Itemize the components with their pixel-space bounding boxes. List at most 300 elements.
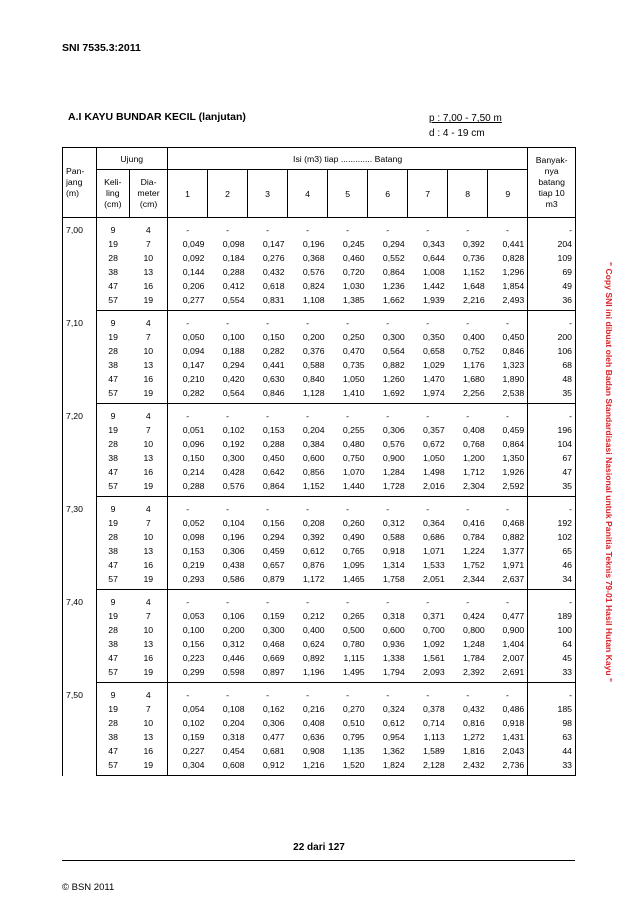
table-row (63, 716, 576, 730)
table-row (63, 479, 576, 497)
isi-cell: - (186, 318, 190, 328)
isi-cell: 0,828 (502, 253, 525, 263)
isi-cell: 0,147 (262, 239, 285, 249)
isi-cell: 0,586 (208, 572, 248, 590)
isi-cell: - (266, 411, 269, 421)
isi-cell: 1,176 (462, 360, 485, 370)
isi-cell: - (266, 225, 269, 235)
isi-cell: - (266, 597, 269, 607)
isi-cell: 0,364 (422, 518, 445, 528)
diameter-cell: 10 (130, 437, 168, 451)
diameter-cell: 7 (130, 330, 168, 344)
isi-cell: - (266, 318, 269, 328)
isi-cell: 0,612 (302, 546, 325, 556)
isi-cell: 0,686 (422, 532, 445, 542)
keliling-cell: 47 (108, 560, 118, 570)
col-header-ujung: Ujung (96, 148, 167, 170)
isi-cell: - (186, 225, 190, 235)
isi-cell: - (506, 504, 509, 514)
panjang-cell: 7,40 (63, 590, 97, 683)
isi-cell: 0,500 (342, 625, 365, 635)
diameter-cell: 7 (130, 237, 168, 251)
isi-cell: 1,050 (422, 453, 445, 463)
isi-cell: 0,608 (208, 758, 248, 776)
isi-cell: 0,150 (262, 332, 285, 342)
isi-cell: 0,102 (182, 718, 205, 728)
isi-cell: 1,224 (462, 546, 485, 556)
isi-cell: - (426, 411, 430, 421)
isi-cell: 0,657 (262, 560, 285, 570)
isi-cell: 0,468 (502, 518, 525, 528)
isi-cell: 0,576 (382, 439, 405, 449)
diameter-cell: 16 (130, 372, 168, 386)
isi-cell: 0,299 (167, 665, 207, 683)
isi-cell: 0,644 (422, 253, 445, 263)
isi-cell: 0,856 (302, 467, 325, 477)
isi-cell: 2,344 (448, 572, 488, 590)
isi-cell: 0,300 (382, 332, 405, 342)
keliling-cell: 47 (108, 653, 118, 663)
isi-cell: 2,691 (488, 665, 528, 683)
isi-cell: 2,216 (448, 293, 488, 311)
isi-cell: - (346, 504, 350, 514)
banyak-cell: - (528, 497, 576, 517)
isi-cell: 0,159 (182, 732, 205, 742)
isi-cell: - (506, 225, 509, 235)
isi-cell: 0,480 (342, 439, 365, 449)
isi-cell: 0,672 (422, 439, 445, 449)
isi-cell: 1,728 (368, 479, 408, 497)
table-row (63, 386, 576, 404)
diameter-cell: 16 (130, 279, 168, 293)
isi-cell: 0,824 (302, 281, 325, 291)
keliling-cell: 9 (110, 411, 116, 421)
isi-cell: 0,441 (262, 360, 285, 370)
isi-cell: 0,879 (248, 572, 288, 590)
diameter-cell: 10 (130, 530, 168, 544)
document-code: SNI 7535.3:2011 (62, 42, 141, 54)
isi-cell: 0,282 (262, 346, 285, 356)
isi-cell: 0,831 (248, 293, 288, 311)
isi-cell: 0,459 (262, 546, 285, 556)
keliling-cell: 57 (96, 479, 130, 497)
isi-cell: 2,432 (448, 758, 488, 776)
table-row (63, 497, 576, 517)
isi-cell: - (386, 690, 390, 700)
col-header-keliling: Keli- ling (cm) (96, 170, 130, 218)
isi-cell: 0,412 (222, 281, 245, 291)
table-row (63, 665, 576, 683)
isi-cell: 0,392 (302, 532, 325, 542)
keliling-cell: 28 (108, 532, 118, 542)
isi-cell: - (506, 597, 509, 607)
isi-cell: 0,054 (182, 704, 205, 714)
isi-cell: - (466, 225, 470, 235)
col-header-batang-3: 3 (248, 170, 288, 218)
isi-cell: 0,324 (382, 704, 405, 714)
isi-cell: 0,245 (342, 239, 365, 249)
diameter-cell: 13 (130, 730, 168, 744)
keliling-cell: 9 (110, 225, 116, 235)
isi-cell: 2,043 (502, 746, 525, 756)
isi-cell: 1,113 (423, 732, 445, 742)
isi-cell: 0,219 (182, 560, 205, 570)
banyak-cell: - (528, 683, 576, 703)
keliling-cell: 57 (96, 293, 130, 311)
isi-cell: 0,588 (302, 360, 325, 370)
isi-cell: 0,714 (422, 718, 445, 728)
diameter-cell: 16 (130, 558, 168, 572)
isi-cell: 0,378 (422, 704, 445, 714)
diameter-cell: 7 (130, 516, 168, 530)
banyak-cell: 46 (528, 558, 576, 572)
isi-cell: 1,971 (502, 560, 525, 570)
isi-cell: 1,533 (422, 560, 445, 570)
diameter-cell: 7 (130, 423, 168, 437)
isi-cell: 0,049 (182, 239, 205, 249)
banyak-cell: 35 (528, 386, 576, 404)
footer-copyright: © BSN 2011 (62, 882, 115, 893)
isi-cell: 0,147 (182, 360, 205, 370)
isi-cell: - (266, 504, 269, 514)
diameter-cell: 7 (130, 609, 168, 623)
isi-cell: 1,440 (328, 479, 368, 497)
diameter-cell: 19 (130, 386, 168, 404)
isi-cell: 0,438 (222, 560, 245, 570)
banyak-cell: 44 (528, 744, 576, 758)
isi-cell: 0,053 (182, 611, 205, 621)
isi-cell: 0,954 (382, 732, 405, 742)
isi-cell: 2,007 (502, 653, 525, 663)
isi-cell: 0,312 (222, 639, 245, 649)
isi-cell: 0,306 (382, 425, 405, 435)
keliling-cell: 28 (108, 439, 118, 449)
isi-cell: 0,216 (302, 704, 325, 714)
isi-cell: 0,816 (462, 718, 485, 728)
isi-cell: 0,100 (182, 625, 205, 635)
isi-cell: - (346, 225, 350, 235)
isi-cell: 0,204 (222, 718, 245, 728)
keliling-cell: 9 (110, 318, 116, 328)
isi-cell: 0,765 (342, 546, 365, 556)
isi-cell: 1,784 (462, 653, 485, 663)
isi-cell: 1,323 (502, 360, 525, 370)
isi-cell: 1,385 (328, 293, 368, 311)
isi-cell: 1,561 (422, 653, 445, 663)
isi-cell: 0,408 (302, 718, 325, 728)
isi-cell: 0,150 (182, 453, 205, 463)
diameter-cell: 13 (130, 451, 168, 465)
isi-cell: 0,612 (382, 718, 405, 728)
col-header-batang-7: 7 (408, 170, 448, 218)
isi-cell: 0,882 (382, 360, 405, 370)
isi-cell: 0,255 (342, 425, 365, 435)
diameter-cell: 4 (130, 497, 168, 517)
table-row (63, 372, 576, 386)
isi-cell: 0,094 (182, 346, 205, 356)
length-range: p : 7,00 - 7,50 m (429, 113, 502, 124)
table-row (63, 590, 576, 610)
isi-cell: 0,642 (262, 467, 285, 477)
isi-cell: - (386, 411, 390, 421)
isi-cell: 1,498 (422, 467, 445, 477)
isi-cell: - (186, 597, 190, 607)
table-row (63, 558, 576, 572)
keliling-cell: 57 (96, 572, 130, 590)
panjang-cell: 7,30 (63, 497, 97, 590)
isi-cell: - (186, 411, 190, 421)
col-header-batang-4: 4 (288, 170, 328, 218)
keliling-cell: 38 (108, 360, 118, 370)
keliling-cell: 38 (108, 546, 118, 556)
diameter-cell: 19 (130, 758, 168, 776)
panjang-cell: 7,50 (63, 683, 97, 776)
isi-cell: 0,318 (222, 732, 245, 742)
isi-cell: 1,050 (342, 374, 365, 384)
table-row (63, 623, 576, 637)
banyak-cell: 98 (528, 716, 576, 730)
isi-cell: 1,135 (342, 746, 365, 756)
isi-cell: 0,840 (302, 374, 325, 384)
isi-cell: 0,300 (262, 625, 285, 635)
banyak-cell: 63 (528, 730, 576, 744)
banyak-cell: 102 (528, 530, 576, 544)
banyak-cell: 65 (528, 544, 576, 558)
table-row (63, 279, 576, 293)
diameter-cell: 4 (130, 683, 168, 703)
isi-cell: 0,293 (167, 572, 207, 590)
keliling-cell: 19 (108, 332, 118, 342)
isi-cell: 0,432 (262, 267, 285, 277)
isi-cell: 1,404 (502, 639, 525, 649)
isi-cell: 1,495 (328, 665, 368, 683)
isi-cell: 1,115 (343, 653, 365, 663)
isi-cell: 2,093 (408, 665, 448, 683)
isi-cell: 0,669 (262, 653, 285, 663)
isi-cell: - (226, 318, 229, 328)
isi-cell: 0,371 (422, 611, 445, 621)
table-row (63, 311, 576, 331)
keliling-cell: 19 (108, 611, 118, 621)
isi-cell: - (226, 504, 229, 514)
isi-cell: 0,420 (222, 374, 245, 384)
banyak-cell: 34 (528, 572, 576, 590)
isi-cell: 0,486 (502, 704, 525, 714)
isi-cell: 1,890 (502, 374, 525, 384)
diameter-cell: 13 (130, 358, 168, 372)
isi-cell: 0,400 (462, 332, 485, 342)
isi-cell: 0,300 (222, 453, 245, 463)
keliling-cell: 47 (108, 467, 118, 477)
isi-cell: 0,454 (222, 746, 245, 756)
isi-cell: 1,152 (288, 479, 328, 497)
isi-cell: 0,768 (462, 439, 485, 449)
isi-cell: - (346, 597, 350, 607)
isi-cell: 0,098 (182, 532, 205, 542)
isi-cell: - (386, 318, 390, 328)
diameter-cell: 10 (130, 716, 168, 730)
isi-cell: 0,681 (262, 746, 285, 756)
isi-cell: 1,108 (288, 293, 328, 311)
isi-cell: 0,588 (382, 532, 405, 542)
isi-cell: - (506, 411, 509, 421)
table-row (63, 423, 576, 437)
diameter-cell: 4 (130, 404, 168, 424)
isi-cell: - (346, 318, 350, 328)
keliling-cell: 28 (108, 625, 118, 635)
isi-cell: 0,282 (167, 386, 207, 404)
isi-cell: 0,598 (208, 665, 248, 683)
isi-cell: 2,016 (408, 479, 448, 497)
isi-cell: 0,159 (262, 611, 285, 621)
panjang-cell: 7,20 (63, 404, 97, 497)
keliling-cell: 57 (96, 665, 130, 683)
banyak-cell: 35 (528, 479, 576, 497)
isi-cell: - (186, 690, 190, 700)
isi-cell: 1,712 (462, 467, 485, 477)
isi-cell: 0,564 (208, 386, 248, 404)
isi-cell: 1,442 (422, 281, 445, 291)
isi-cell: 0,376 (302, 346, 325, 356)
isi-cell: - (506, 690, 509, 700)
isi-cell: 0,200 (302, 332, 325, 342)
isi-cell: 1,939 (408, 293, 448, 311)
keliling-cell: 9 (110, 597, 116, 607)
isi-cell: 0,294 (382, 239, 405, 249)
isi-cell: 0,318 (382, 611, 405, 621)
isi-cell: 0,294 (222, 360, 245, 370)
diameter-cell: 4 (130, 311, 168, 331)
isi-cell: 0,270 (342, 704, 365, 714)
table-row (63, 516, 576, 530)
banyak-cell: 49 (528, 279, 576, 293)
isi-cell: 0,392 (462, 239, 485, 249)
isi-cell: 0,144 (182, 267, 205, 277)
isi-cell: 0,800 (462, 625, 485, 635)
keliling-cell: 19 (108, 704, 118, 714)
col-header-panjang: Pan- jang (m) (63, 148, 97, 218)
isi-cell: 0,304 (167, 758, 207, 776)
banyak-cell: 33 (528, 665, 576, 683)
isi-cell: 0,196 (222, 532, 245, 542)
col-header-banyak: Banyak- nya batang tiap 10 m3 (528, 148, 576, 218)
isi-cell: 0,206 (182, 281, 205, 291)
table-row (63, 637, 576, 651)
isi-cell: 0,846 (248, 386, 288, 404)
isi-cell: - (426, 318, 430, 328)
isi-cell: 1,377 (502, 546, 525, 556)
isi-cell: - (306, 318, 310, 328)
isi-cell: 0,050 (182, 332, 205, 342)
isi-cell: 0,104 (222, 518, 245, 528)
isi-cell: - (346, 411, 350, 421)
isi-cell: 1,816 (462, 746, 485, 756)
isi-cell: 0,490 (342, 532, 365, 542)
isi-cell: - (466, 597, 470, 607)
isi-cell: 1,030 (342, 281, 365, 291)
diameter-cell: 4 (130, 218, 168, 238)
isi-cell: - (466, 504, 470, 514)
isi-cell: 0,196 (302, 239, 325, 249)
isi-cell: 0,343 (422, 239, 445, 249)
isi-cell: 0,227 (182, 746, 205, 756)
volume-table (62, 147, 576, 776)
col-header-batang-9: 9 (488, 170, 528, 218)
isi-cell: 2,051 (408, 572, 448, 590)
table-row (63, 358, 576, 372)
isi-cell: 0,908 (302, 746, 325, 756)
isi-cell: 1,260 (382, 374, 405, 384)
isi-cell: 0,630 (262, 374, 285, 384)
banyak-cell: 33 (528, 758, 576, 776)
isi-cell: 0,477 (262, 732, 285, 742)
keliling-cell: 38 (108, 639, 118, 649)
isi-cell: 1,680 (462, 374, 485, 384)
isi-cell: 0,250 (342, 332, 365, 342)
isi-cell: 0,784 (462, 532, 485, 542)
isi-cell: 1,926 (502, 467, 525, 477)
isi-cell: - (346, 690, 350, 700)
isi-cell: 1,794 (368, 665, 408, 683)
isi-cell: 0,618 (262, 281, 285, 291)
isi-cell: - (506, 318, 509, 328)
isi-cell: 1,589 (422, 746, 445, 756)
isi-cell: 0,277 (167, 293, 207, 311)
table-row (63, 344, 576, 358)
isi-cell: 1,520 (328, 758, 368, 776)
diameter-cell: 19 (130, 665, 168, 683)
table-row (63, 730, 576, 744)
banyak-cell: 200 (528, 330, 576, 344)
isi-cell: 1,296 (502, 267, 525, 277)
keliling-cell: 47 (108, 281, 118, 291)
diameter-cell: 7 (130, 702, 168, 716)
isi-cell: 0,156 (262, 518, 285, 528)
banyak-cell: 47 (528, 465, 576, 479)
isi-cell: 0,752 (462, 346, 485, 356)
isi-cell: 0,192 (222, 439, 245, 449)
isi-cell: - (226, 411, 229, 421)
table-row (63, 265, 576, 279)
keliling-cell: 38 (108, 453, 118, 463)
col-header-batang-2: 2 (208, 170, 248, 218)
isi-cell: 2,592 (488, 479, 528, 497)
isi-cell: 0,260 (342, 518, 365, 528)
isi-cell: - (226, 597, 229, 607)
isi-cell: 1,758 (368, 572, 408, 590)
isi-cell: - (386, 597, 390, 607)
isi-cell: 0,223 (182, 653, 205, 663)
keliling-cell: 47 (108, 374, 118, 384)
keliling-cell: 28 (108, 346, 118, 356)
diameter-cell: 19 (130, 572, 168, 590)
isi-cell: 0,210 (182, 374, 205, 384)
footer-divider (62, 860, 575, 861)
isi-cell: 1,465 (328, 572, 368, 590)
isi-cell: 1,216 (288, 758, 328, 776)
isi-cell: 0,446 (222, 653, 245, 663)
diameter-cell: 13 (130, 544, 168, 558)
banyak-cell: 45 (528, 651, 576, 665)
isi-cell: 0,459 (502, 425, 525, 435)
isi-cell: 1,172 (288, 572, 328, 590)
isi-cell: - (426, 597, 430, 607)
isi-cell: - (426, 504, 430, 514)
isi-cell: 2,493 (488, 293, 528, 311)
isi-cell: - (386, 225, 390, 235)
isi-cell: 1,692 (368, 386, 408, 404)
isi-cell: 0,100 (222, 332, 245, 342)
